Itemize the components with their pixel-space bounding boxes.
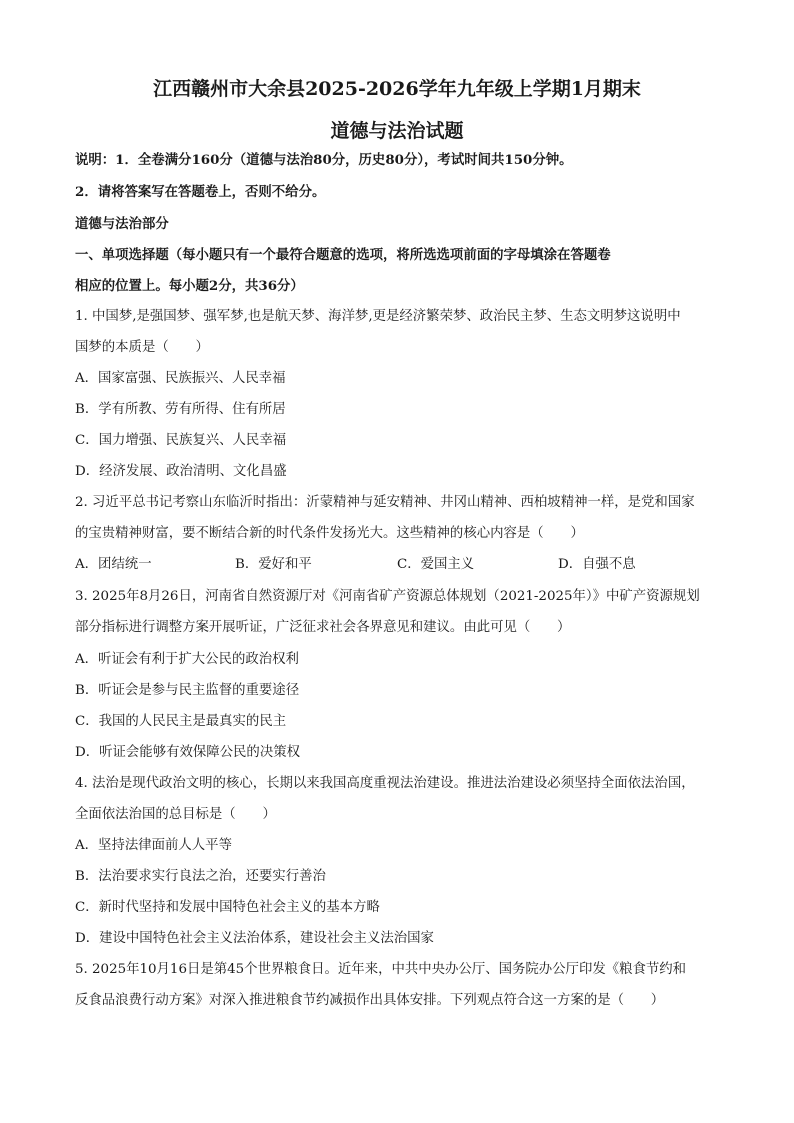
q3-option-b: B．听证会是参与民主监督的重要途径: [75, 683, 300, 698]
q2-option-a: A．团结统一: [75, 557, 152, 572]
instruction-line-2: 2．请将答案写在答题卷上，否则不给分。: [75, 184, 326, 200]
q2-option-d: D．自强不息: [558, 557, 636, 572]
q3-option-c: C．我国的人民民主是最真实的民主: [75, 714, 287, 729]
q4-option-b: B．法治要求实行良法之治，还要实行善治: [75, 869, 326, 884]
q1-stem-line-2: 国梦的本质是（ ）: [75, 340, 209, 355]
q2-option-b: B．爱好和平: [235, 557, 312, 572]
q3-option-d: D．听证会能够有效保障公民的决策权: [75, 745, 300, 760]
q3-stem-line-2: 部分指标进行调整方案开展听证，广泛征求社会各界意见和建议。由此可见（ ）: [75, 620, 571, 635]
part1-heading-line-2: 相应的位置上。每小题2分，共36分）: [75, 278, 304, 294]
q5-stem-line-2: 反食品浪费行动方案》对深入推进粮食节约减损作出具体安排。下列观点符合这一方案的是（ ）: [75, 993, 665, 1008]
q2-stem-line-2: 的宝贵精神财富，要不断结合新的时代条件发扬光大。这些精神的核心内容是（ ）: [75, 526, 584, 541]
q3-stem-line-1: 3. 2025年8月26日，河南省自然资源厅对《河南省矿产资源总体规划（2021-2025年）》中矿产资源规划: [75, 589, 700, 604]
q2-stem-line-1: 2. 习近平总书记考察山东临沂时指出：沂蒙精神与延安精神、井冈山精神、西柏坡精神一样，是党和国家: [75, 495, 695, 510]
instruction-line-1: 说明：1．全卷满分160分（道德与法治80分，历史80分），考试时间共150分钟。: [75, 152, 573, 168]
q1-option-b: B．学有所教、劳有所得、住有所居: [75, 402, 286, 417]
q1-option-c: C．国力增强、民族复兴、人民幸福: [75, 433, 287, 448]
q4-option-a: A．坚持法律面前人人平等: [75, 838, 232, 853]
q3-option-a: A．听证会有利于扩大公民的政治权利: [75, 652, 299, 667]
q5-stem-line-1: 5. 2025年10月16日是第45个世界粮食日。近年来，中共中央办公厅、国务院办公厅印发《粮食节约和: [75, 962, 687, 977]
q2-option-c: C．爱国主义: [397, 557, 475, 572]
part1-heading-line-1: 一、单项选择题（每小题只有一个最符合题意的选项，将所选选项前面的字母填涂在答题卷: [75, 247, 611, 263]
exam-title: 江西赣州市大余县2025-2026学年九年级上学期1月期末: [153, 78, 641, 100]
q1-option-a: A．国家富强、民族振兴、人民幸福: [75, 371, 286, 386]
q1-option-d: D．经济发展、政治清明、文化昌盛: [75, 464, 287, 479]
q1-stem-line-1: 1. 中国梦,是强国梦、强军梦,也是航天梦、海洋梦,更是经济繁荣梦、政治民主梦、生态文明梦这说明中: [75, 309, 681, 324]
section-heading: 道德与法治部分: [75, 216, 169, 232]
q4-stem-line-1: 4. 法治是现代政治文明的核心，长期以来我国高度重视法治建设。推进法治建设必须坚持全面依法治国，: [75, 776, 695, 791]
exam-subtitle: 道德与法治试题: [330, 120, 464, 142]
q4-stem-line-2: 全面依法治国的总目标是（ ）: [75, 807, 276, 822]
q4-option-d: D．建设中国特色社会主义法治体系，建设社会主义法治国家: [75, 931, 434, 946]
q4-option-c: C．新时代坚持和发展中国特色社会主义的基本方略: [75, 900, 380, 915]
